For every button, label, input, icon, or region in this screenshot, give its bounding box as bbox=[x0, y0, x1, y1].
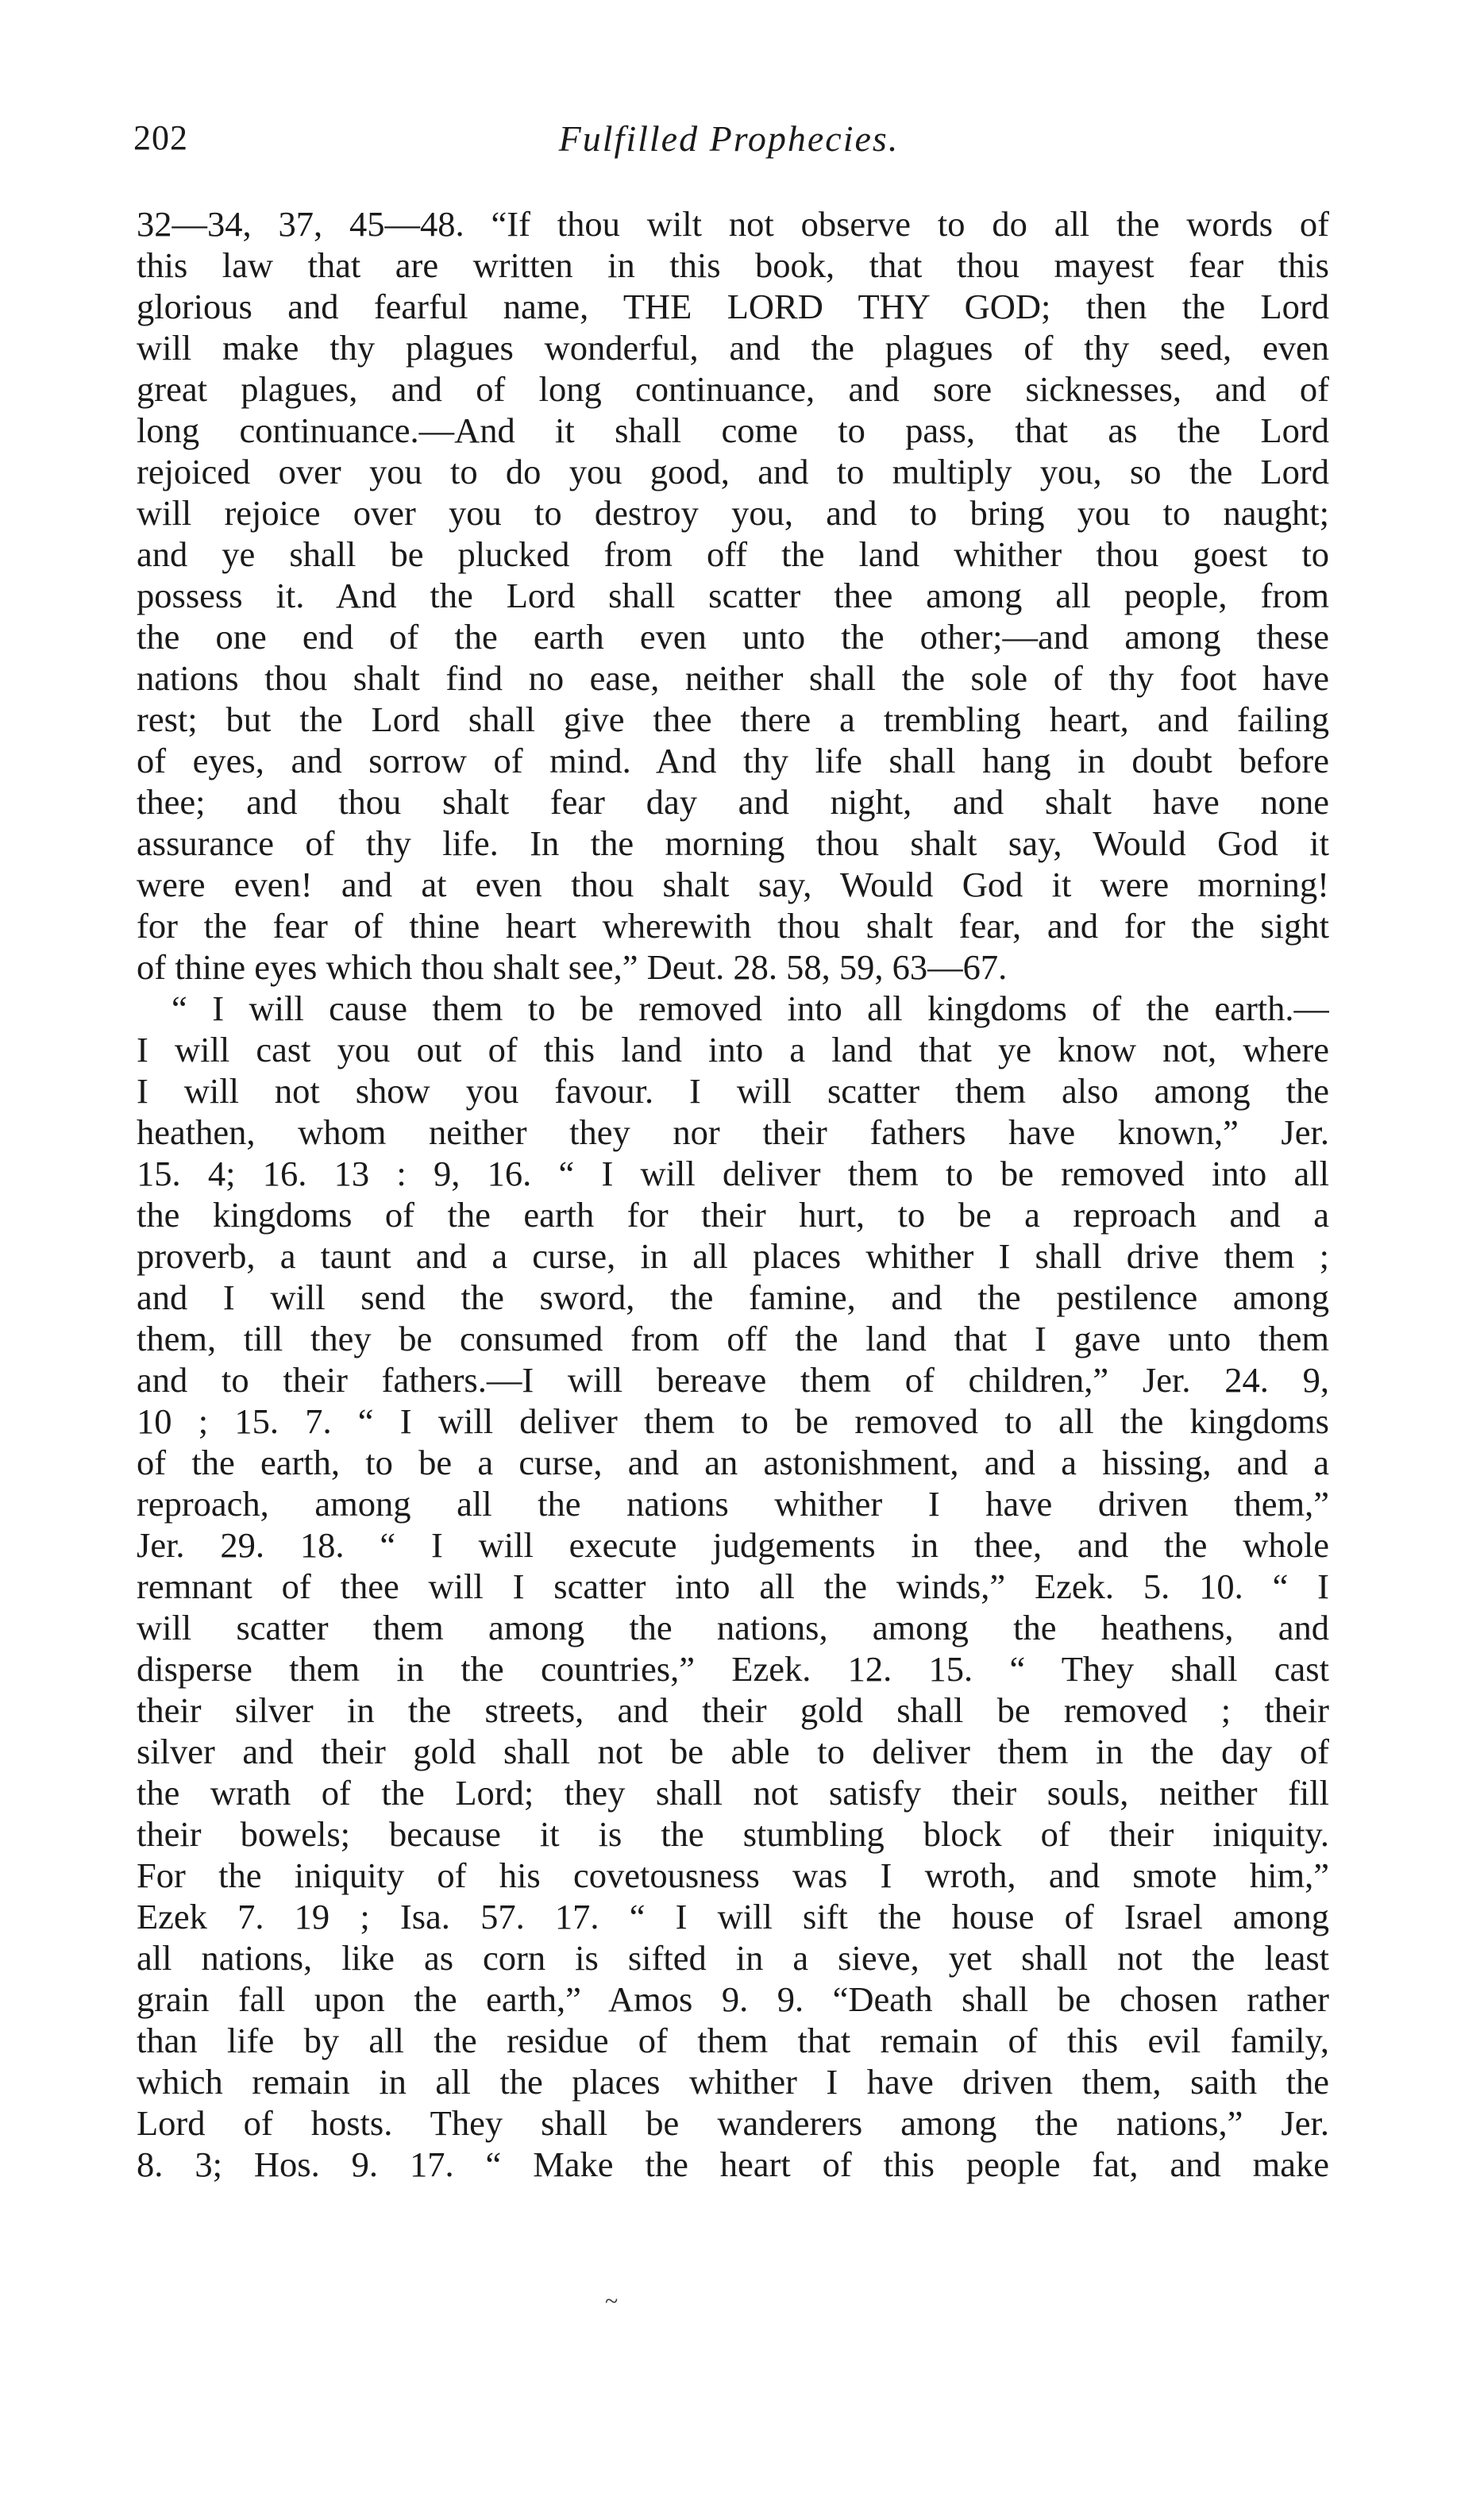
text-line: and I will send the sword, the famine, and the pestilence among bbox=[137, 1277, 1329, 1317]
text-line: disperse them in the countries,” Ezek. 12. 15. “ They shall cast bbox=[137, 1649, 1329, 1689]
text-line: “ I will cause them to be removed into all kingdoms of the earth.— bbox=[172, 988, 1329, 1028]
text-line: of thine eyes which thou shalt see,” Deut. 28. 58, 59, 63—67. bbox=[137, 947, 1008, 987]
text-line: which remain in all the places whither I have driven them, saith the bbox=[137, 2062, 1329, 2102]
text-line: glorious and fearful name, THE LORD THY GOD; then the Lord bbox=[137, 287, 1329, 326]
text-line: will rejoice over you to destroy you, and to bring you to naught; bbox=[137, 493, 1329, 533]
text-line: rest; but the Lord shall give thee there a trembling heart, and failing bbox=[137, 699, 1329, 739]
text-line: I will not show you favour. I will scatter them also among the bbox=[137, 1071, 1329, 1111]
page-header bbox=[133, 118, 1324, 165]
text-line: of eyes, and sorrow of mind. And thy life shall hang in doubt before bbox=[137, 741, 1329, 780]
text-line: and ye shall be plucked from off the land whither thou goest to bbox=[137, 534, 1329, 574]
text-line: and to their fathers.—I will bereave them of children,” Jer. 24. 9, bbox=[137, 1360, 1329, 1400]
text-line: will scatter them among the nations, among the heathens, and bbox=[137, 1608, 1329, 1647]
text-line: this law that are written in this book, that thou mayest fear this bbox=[137, 245, 1329, 285]
text-line: nations thou shalt find no ease, neither shall the sole of thy foot have bbox=[137, 658, 1329, 698]
running-title: Fulfilled Prophecies. bbox=[558, 118, 900, 159]
text-line: Ezek 7. 19 ; Isa. 57. 17. “ I will sift the house of Israel among bbox=[137, 1897, 1329, 1936]
text-line: Jer. 29. 18. “ I will execute judgements in thee, and the whole bbox=[137, 1525, 1329, 1565]
text-line: 10 ; 15. 7. “ I will deliver them to be removed to all the kingdoms bbox=[137, 1401, 1329, 1441]
text-line: reproach, among all the nations whither I have driven them,” bbox=[137, 1484, 1329, 1524]
text-line: 15. 4; 16. 13 : 9, 16. “ I will deliver them to be removed into all bbox=[137, 1154, 1329, 1193]
text-line: were even! and at even thou shalt say, Would God it were morning! bbox=[137, 865, 1329, 904]
text-line: long continuance.—And it shall come to pass, that as the Lord bbox=[137, 410, 1329, 450]
body-text bbox=[137, 203, 1329, 2185]
text-line: will make thy plagues wonderful, and the plagues of thy seed, even bbox=[137, 328, 1329, 368]
text-line: proverb, a taunt and a curse, in all places whither I shall drive them ; bbox=[137, 1236, 1329, 1276]
text-line: thee; and thou shalt fear day and night, and shalt have none bbox=[137, 782, 1329, 822]
text-line: grain fall upon the earth,” Amos 9. 9. “Death shall be chosen rather bbox=[137, 1979, 1329, 2019]
text-line: their silver in the streets, and their gold shall be removed ; their bbox=[137, 1690, 1329, 1730]
page-number: 202 bbox=[133, 118, 188, 157]
footer-mark: ~ bbox=[605, 2288, 619, 2314]
text-line: silver and their gold shall not be able to deliver them in the day of bbox=[137, 1732, 1329, 1771]
text-line: 32—34, 37, 45—48. “If thou wilt not observe to do all the words of bbox=[137, 204, 1329, 244]
text-line: than life by all the residue of them that remain of this evil family, bbox=[137, 2021, 1329, 2060]
text-line: assurance of thy life. In the morning thou shalt say, Would God it bbox=[137, 823, 1329, 863]
text-line: great plagues, and of long continuance, and sore sicknesses, and of bbox=[137, 369, 1329, 409]
text-line: for the fear of thine heart wherewith thou shalt fear, and for the sight bbox=[137, 906, 1329, 946]
text-line: For the iniquity of his covetousness was I wroth, and smote him,” bbox=[137, 1855, 1329, 1895]
text-line: I will cast you out of this land into a land that ye know not, where bbox=[137, 1030, 1329, 1069]
text-line: Lord of hosts. They shall be wanderers among the nations,” Jer. bbox=[137, 2103, 1329, 2143]
text-line: 8. 3; Hos. 9. 17. “ Make the heart of this people fat, and make bbox=[137, 2144, 1329, 2184]
text-line: them, till they be consumed from off the land that I gave unto them bbox=[137, 1319, 1329, 1358]
text-line: all nations, like as corn is sifted in a sieve, yet shall not the least bbox=[137, 1938, 1329, 1978]
text-line: the wrath of the Lord; they shall not satisfy their souls, neither fill bbox=[137, 1773, 1329, 1813]
text-line: possess it. And the Lord shall scatter thee among all people, from bbox=[137, 576, 1329, 615]
text-line: the one end of the earth even unto the other;—and among these bbox=[137, 617, 1329, 657]
text-line: remnant of thee will I scatter into all the winds,” Ezek. 5. 10. “ I bbox=[137, 1566, 1329, 1606]
text-line: rejoiced over you to do you good, and to multiply you, so the Lord bbox=[137, 452, 1329, 491]
text-line: heathen, whom neither they nor their fathers have known,” Jer. bbox=[137, 1112, 1329, 1152]
text-line: their bowels; because it is the stumbling block of their iniquity. bbox=[137, 1814, 1329, 1854]
text-line: the kingdoms of the earth for their hurt, to be a reproach and a bbox=[137, 1195, 1329, 1235]
text-line: of the earth, to be a curse, and an astonishment, and a hissing, and a bbox=[137, 1443, 1329, 1482]
